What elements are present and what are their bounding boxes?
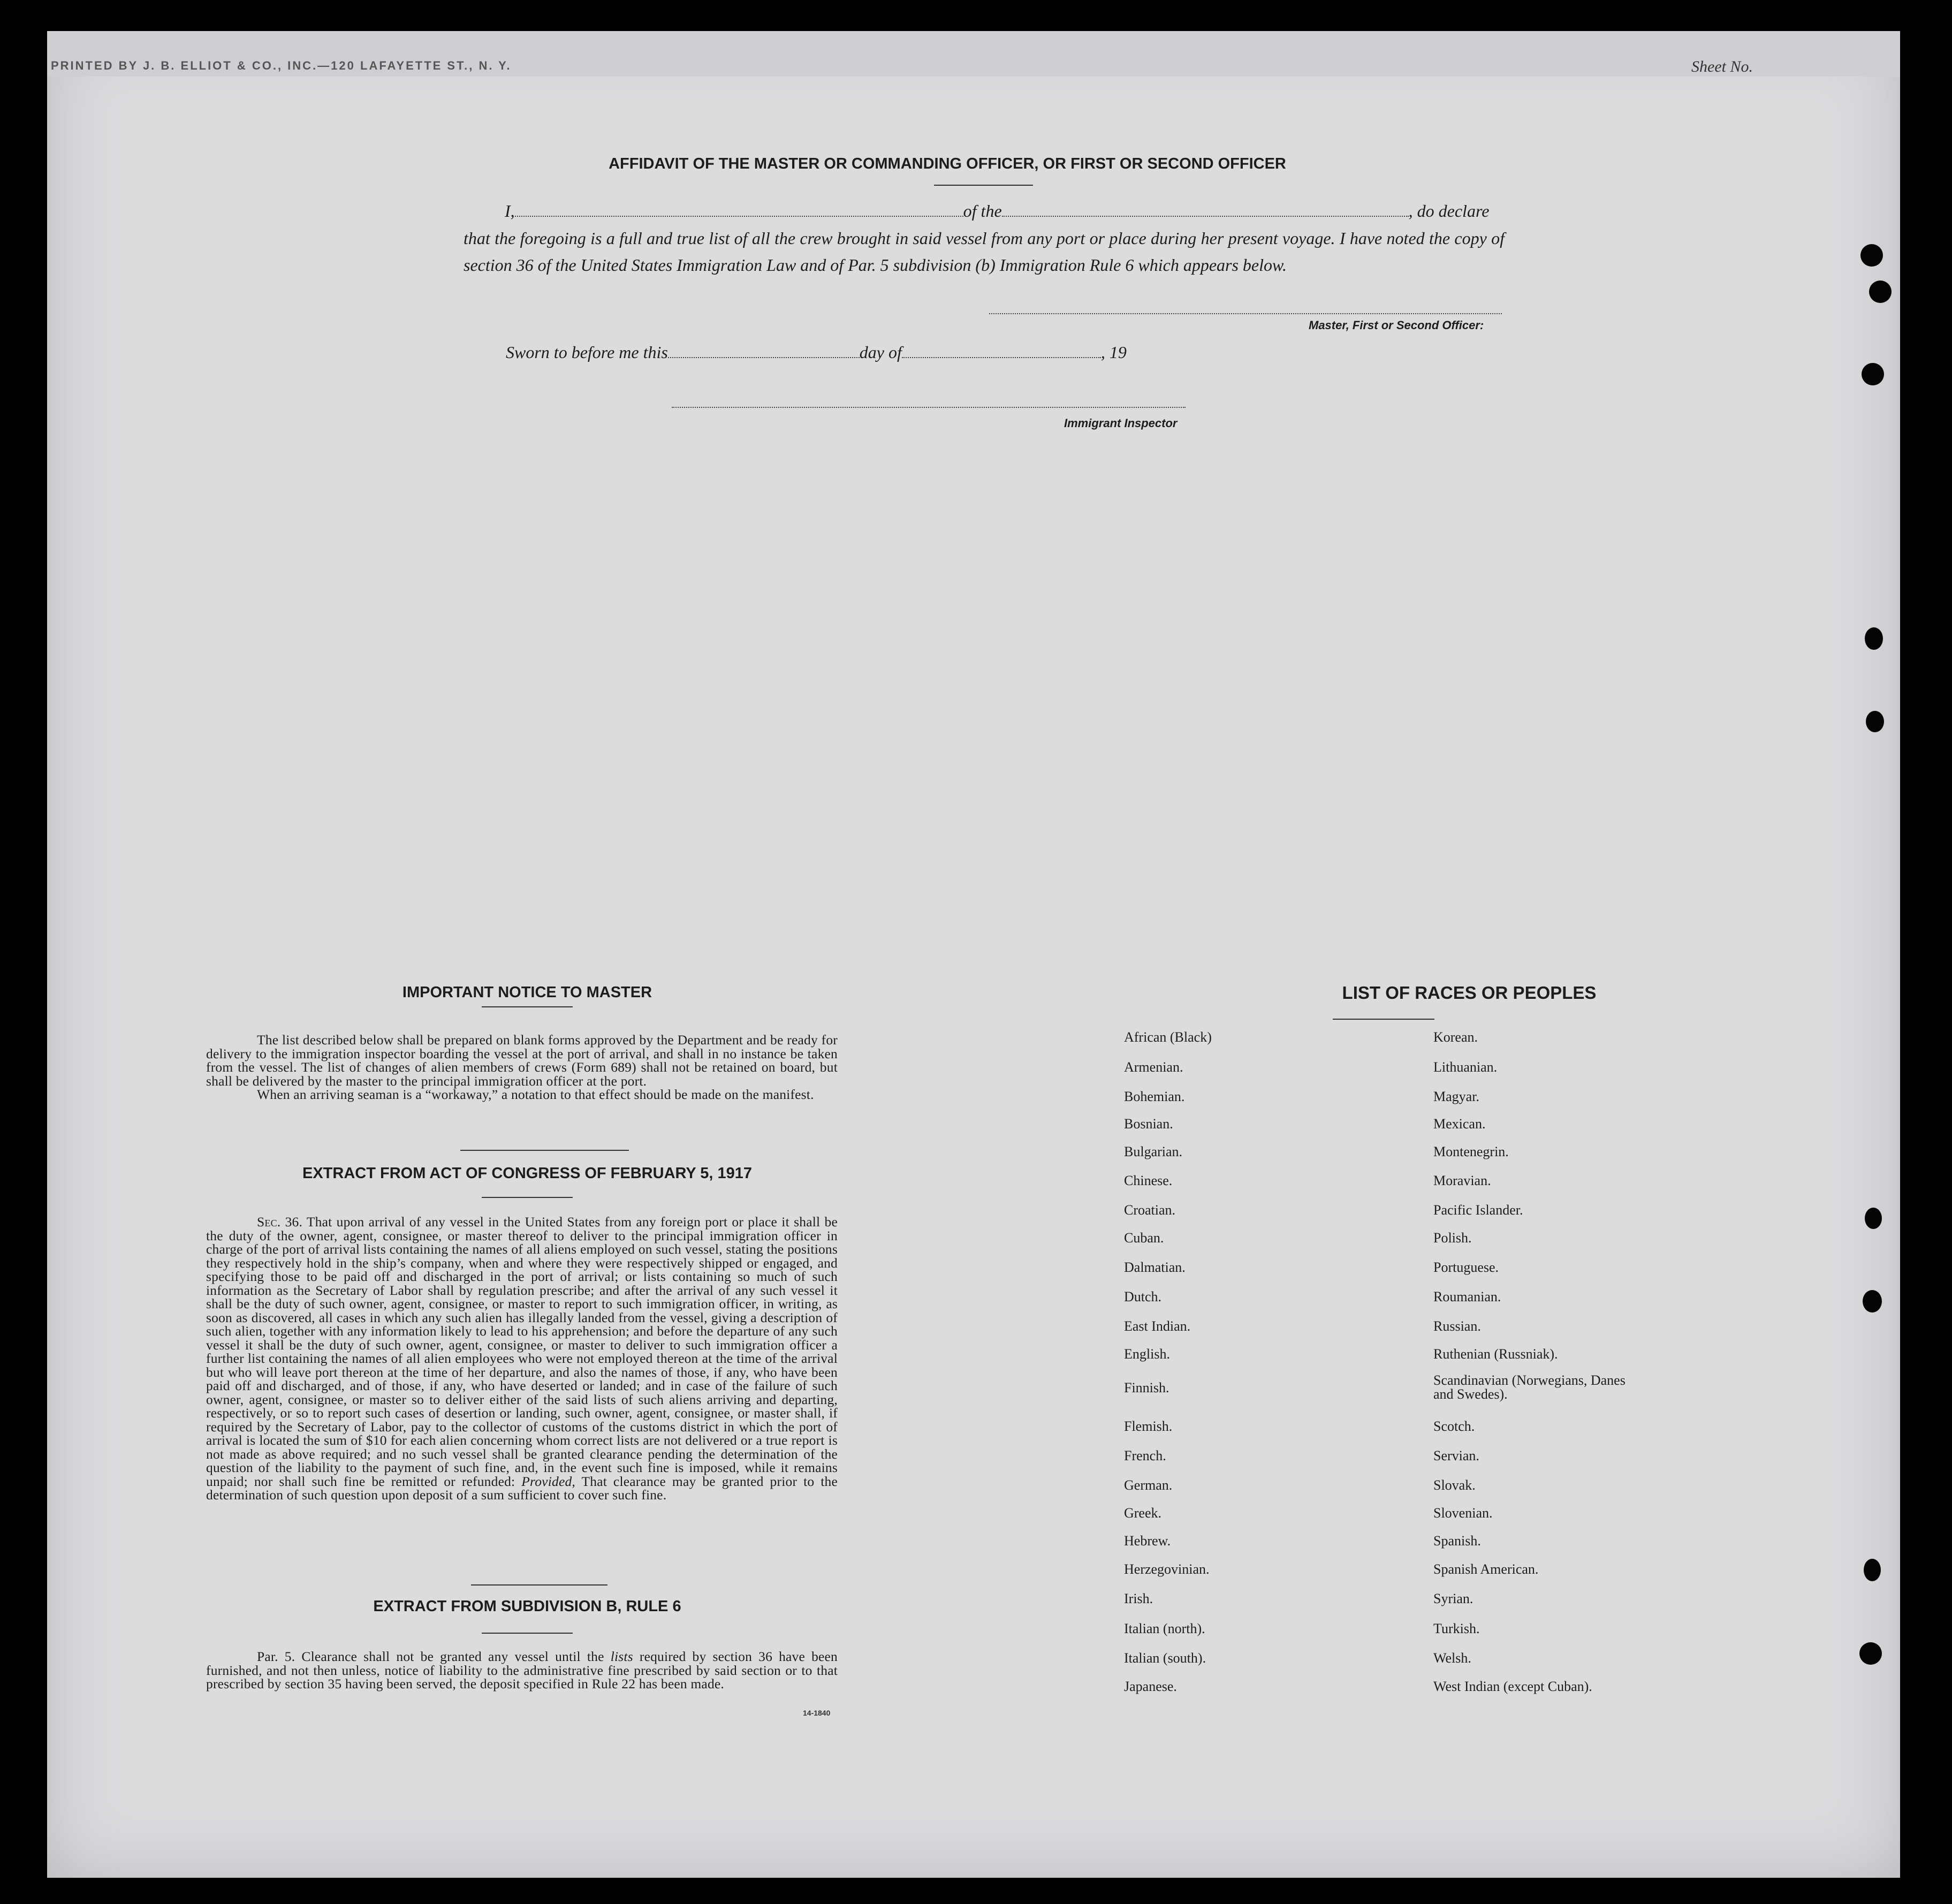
race-right-item: Korean. [1433, 1029, 1478, 1045]
master-signature-line[interactable] [989, 313, 1502, 314]
act-title-rule [482, 1197, 573, 1198]
binder-hole [1862, 363, 1884, 385]
sworn-month-blank[interactable] [902, 357, 1101, 358]
race-left-item: Armenian. [1124, 1059, 1183, 1075]
affidavit-title: AFFIDAVIT OF THE MASTER OR COMMANDING OFFICER, OR FIRST OR SECOND OFFICER [609, 155, 1286, 172]
sworn-prefix: Sworn to before me this [506, 343, 668, 362]
rule-text: Par. 5. Clearance shall not be granted any vessel until the [257, 1649, 604, 1664]
race-left-item: Herzegovinian. [1124, 1561, 1210, 1577]
lists-word: lists [610, 1649, 633, 1664]
affidavit-title-rule [934, 185, 1033, 186]
race-right-item: Portuguese. [1433, 1260, 1499, 1275]
sworn-year-label: , 19 [1100, 343, 1127, 362]
notice-title: IMPORTANT NOTICE TO MASTER [402, 984, 652, 1001]
vessel-blank[interactable] [1002, 216, 1409, 217]
rule-title-rule [482, 1633, 573, 1634]
race-left-item: German. [1124, 1477, 1173, 1493]
rule-extract-title: EXTRACT FROM SUBDIVISION B, RULE 6 [373, 1598, 681, 1615]
race-left-item: Chinese. [1124, 1173, 1173, 1188]
act-text-end: That clearance may be granted prior to the determination of such question upon deposit of a sum sufficient to cover such fine. [206, 1473, 838, 1503]
act-extract-title: EXTRACT FROM ACT OF CONGRESS OF FEBRUARY 5, 1917 [302, 1165, 753, 1182]
race-right-item: Russian. [1433, 1318, 1481, 1334]
race-right-item: Turkish. [1433, 1621, 1480, 1636]
race-right-item: Scotch. [1433, 1418, 1475, 1434]
notice-paragraph-1: The list described below shall be prepared on blank forms approved by the Department and be ready for delivery to the immigration inspector boarding the vessel at the port of arrival, and shall in no instance be taken from the vessel. The list of changes of alien members of crews (Form 689) shall not be retained on board, but shall be delivered by the master to the principal immigration officer at the port. [206, 1032, 838, 1089]
race-left-item: Croatian. [1124, 1202, 1176, 1218]
race-left-item: Cuban. [1124, 1230, 1164, 1246]
race-left-item: East Indian. [1124, 1318, 1191, 1334]
sworn-day-label: day of [859, 343, 902, 362]
race-right-item: Magyar. [1433, 1089, 1479, 1104]
affidavit-body: that the foregoing is a full and true list of all the crew brought in said vessel from any port or place during her present voyage. I have noted the copy of section 36 of the United States Immigration Law and of Par. 5 subdivision (b) Immigration Rule 6 which appears below. [464, 229, 1505, 275]
race-left-item: African (Black) [1124, 1029, 1212, 1045]
race-right-item: Ruthenian (Russniak). [1433, 1346, 1558, 1362]
race-left-item: Irish. [1124, 1591, 1153, 1606]
race-right-item: Slovak. [1433, 1477, 1476, 1493]
race-left-item: Bulgarian. [1124, 1144, 1183, 1159]
race-right-item: Scandinavian (Norwegians, Danes and Swedes). [1433, 1372, 1626, 1402]
race-right-item: Welsh. [1433, 1650, 1471, 1666]
race-left-item: Italian (south). [1124, 1650, 1206, 1666]
race-right-item: Mexican. [1433, 1116, 1486, 1132]
affidavit-i-label: I, [505, 201, 515, 221]
sworn-day-blank[interactable] [668, 357, 860, 358]
sworn-line [506, 343, 1127, 362]
affidavit-of-label: of the [963, 201, 1002, 221]
race-left-item: Italian (north). [1124, 1621, 1205, 1636]
act-text: That upon arrival of any vessel in the United States from any foreign port or place it shall be the duty of the owner, agent, consignee, or master thereof to deliver to the principal immigration officer in charge of the port of arrival lists containing the names of all aliens employed on such vessel, stating the positions they respectively hold in the ship’s company, when and where they were respectively shipped or engaged, and specifying those to be paid off and discharged in the port of arrival; or lists containing so much of such information as the Secretary of Labor shall by regulation prescribe; and after the arrival of any such vessel it shall be the duty of such owner, agent, consignee, or master to report to such immigration officer, in writing, as soon as discovered, all cases in which any such alien has illegally landed from the vessel, giving a description of such alien, together with any information likely to lead to his apprehension; and before the departure of any such vessel it shall be the duty of such owner, agent, consignee, or master to deliver to such immigration officer a further list containing the names of all alien employees who were not employed thereon at the time of the arrival but who will leave port thereon at the time of her departure, and also the names of those, if any, who have been paid off and discharged, and of those, if any, who have deserted or landed; and in case of the failure of such owner, agent, consignee, or master so to deliver either of the said lists of such aliens arriving and departing, respectively, or so to report such cases of desertion or landing, such owner, agent, consignee, or master shall, if required by the Secretary of Labor, pay to the collector of customs of the customs district in which the port of arrival is located the sum of $10 for each alien concerning whom correct lists are not delivered or a true report is not made as above required; and no such vessel shall be granted clearance pending the determination of the question of the liability to the payment of such fine, and, in the event such fine is imposed, while it remains unpaid; nor shall such fine be remitted or refunded: [206, 1214, 838, 1489]
race-left-item: Dalmatian. [1124, 1260, 1186, 1275]
race-right-item: West Indian (except Cuban). [1433, 1679, 1592, 1694]
race-right-item: Servian. [1433, 1448, 1479, 1463]
race-left-item: Bohemian. [1124, 1089, 1185, 1104]
race-left-item: Flemish. [1124, 1418, 1173, 1434]
race-right-item: Moravian. [1433, 1173, 1491, 1188]
form-code: 14-1840 [803, 1709, 831, 1717]
race-left-item: Finnish. [1124, 1380, 1169, 1395]
provided-word: Provided, [521, 1473, 575, 1489]
rule-text-end: required by section 36 have been furnished, and not then unless, notice of liability to the administrative fine prescribed by said section or to that prescribed by section 35 having been served, the deposit specified in Rule 22 has been made. [206, 1649, 838, 1691]
race-left-item: Greek. [1124, 1505, 1162, 1521]
inspector-signature-label: Immigrant Inspector [1064, 416, 1178, 430]
binder-hole [1869, 280, 1892, 303]
section-divider-2 [471, 1584, 607, 1586]
race-left-item: Japanese. [1124, 1679, 1177, 1694]
race-left-item: English. [1124, 1346, 1170, 1362]
race-right-item: Spanish. [1433, 1533, 1481, 1549]
master-signature-label: Master, First or Second Officer: [1309, 318, 1484, 332]
race-left-item: Dutch. [1124, 1289, 1162, 1304]
rule-extract-body [206, 1650, 838, 1691]
name-blank[interactable] [515, 216, 963, 217]
race-right-item: Polish. [1433, 1230, 1472, 1246]
binder-hole [1859, 1642, 1882, 1665]
race-left-item: French. [1124, 1448, 1166, 1463]
race-left-item: Bosnian. [1124, 1116, 1173, 1132]
binder-hole [1864, 1559, 1881, 1581]
race-right-item: Syrian. [1433, 1591, 1474, 1606]
races-title-rule [1333, 1019, 1434, 1020]
binder-hole [1866, 711, 1884, 732]
notice-title-rule [482, 1006, 573, 1007]
affidavit-declare-label: , do declare [1408, 201, 1490, 221]
race-left-item: Hebrew. [1124, 1533, 1171, 1549]
races-title: LIST OF RACES OR PEOPLES [1342, 983, 1597, 1003]
race-right-item: Slovenian. [1433, 1505, 1493, 1521]
race-right-item: Spanish American. [1433, 1561, 1539, 1577]
sheet-number-label: Sheet No. [1691, 58, 1753, 75]
section-divider-1 [460, 1150, 629, 1151]
inspector-signature-line[interactable] [672, 407, 1186, 408]
race-right-item: Pacific Islander. [1433, 1202, 1523, 1218]
race-right-item: Lithuanian. [1433, 1059, 1498, 1075]
printer-imprint: PRINTED BY J. B. ELLIOT & CO., INC.—120 LAFAYETTE ST., N. Y. [51, 59, 512, 72]
notice-body [206, 1033, 838, 1102]
section-label: Sec. 36. [257, 1214, 303, 1230]
binder-hole [1863, 1290, 1882, 1313]
race-right-item: Roumanian. [1433, 1289, 1501, 1304]
binder-hole [1865, 627, 1883, 650]
binder-hole [1865, 1208, 1882, 1229]
race-right-item: Montenegrin. [1433, 1144, 1509, 1159]
affidavit-line-1 [505, 201, 1489, 221]
notice-paragraph-2: When an arriving seaman is a “workaway,” a notation to that effect should be made on the manifest. [257, 1087, 814, 1102]
binder-hole [1860, 244, 1883, 267]
act-extract-body [206, 1215, 838, 1502]
